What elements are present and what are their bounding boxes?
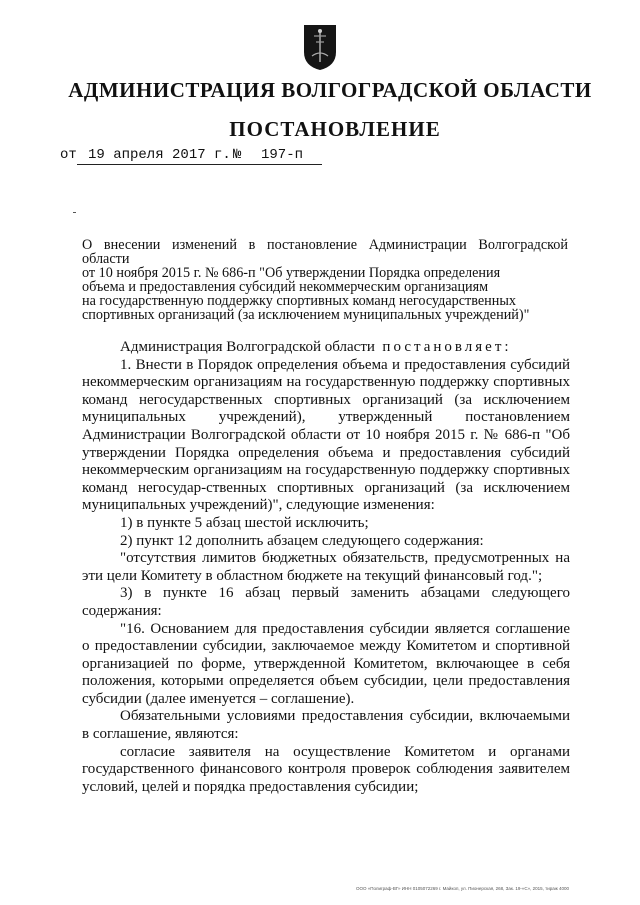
margin-mark <box>73 212 76 213</box>
number-underline <box>252 164 322 165</box>
document-title <box>82 238 568 322</box>
title-line: на государственную поддержку спортивных команд негосударственных <box>82 293 516 309</box>
intro-subject: Администрация Волгоградской области <box>120 339 375 355</box>
consent-paragraph: согласие заявителя на осуществление Комитетом и органами государственного финансового контроля проверок соблюдения заявителем условий, целей и порядка предоставления субсидии; <box>82 743 570 795</box>
title-line: спортивных организаций (за исключением муниципальных учреждений)" <box>82 307 530 323</box>
title-line: объема и предоставления субсидий некоммерческим организациям <box>82 279 489 295</box>
subitem-2: 2) пункт 12 дополнить абзацем следующего содержания: <box>120 532 484 549</box>
document-body <box>82 339 570 796</box>
subitem-2-quote: "отсутствия лимитов бюджетных обязательств, предусмотренных на эти цели Комитету в областном бюджете на текущий финансовый год."; <box>82 550 570 584</box>
item-1: 1. Внести в Порядок определения объема и предоставления субсидий некоммерческим организациям на государственную поддержку спортивных команд негосударственных спортивных организаций (за исключением муниципальных учреждений), утвержденный постановлением Администрации Волгоградской области от 10 ноября 2015 г. № 686-п "Об утверждении Порядка определения объема и предоставления субсидий некоммерческим организациям на государственную поддержку спортивных команд негосудар-ственных спортивных организаций (за исключением муниципальных учреждений)", следующие изменения: <box>82 356 570 514</box>
title-line: от 10 ноября 2015 г. № 686-п "Об утверждении Порядка определения <box>82 265 501 281</box>
subitem-3: 3) в пункте 16 абзац первый заменить абзацами следующего содержания: <box>82 585 570 619</box>
resolution-intro <box>82 339 570 357</box>
print-imprint: ООО «Полиграф-ВГ» ИНН 0105072269 г. Майкоп, ул. Пионерская, 268, Зак. 19-«С», 2015, тираж 4000 <box>356 886 569 891</box>
date-prefix: от <box>60 147 77 163</box>
subitem-1: 1) в пункте 5 абзац шестой исключить; <box>120 514 369 531</box>
clause-16-quote: "16. Основанием для предоставления субсидии является соглашение о предоставлении субсидии, заключаемое между Комитетом и спортивной организацией по форме, утвержденной Комитетом, включающее в себя положения, которыми определяется объем субсидии, цели предоставления субсидии (далее именуется – соглашение). <box>82 620 570 707</box>
title-line: О внесении изменений в постановление Администрации Волгоградской области <box>82 237 568 267</box>
date-underline <box>77 164 267 165</box>
intro-verb: постановляет: <box>382 339 512 355</box>
number-sign: № <box>233 147 242 163</box>
organization-name: АДМИНИСТРАЦИЯ ВОЛГОГРАДСКОЙ ОБЛАСТИ <box>68 78 592 102</box>
document-date: 19 апреля 2017 г. <box>88 147 231 163</box>
conditions-paragraph: Обязательными условиями предоставления субсидии, включаемыми в соглашение, являются: <box>82 708 570 743</box>
document-type: ПОСТАНОВЛЕНИЕ <box>229 117 441 141</box>
document-number: 197-п <box>261 147 304 163</box>
coat-of-arms-emblem <box>300 22 340 72</box>
